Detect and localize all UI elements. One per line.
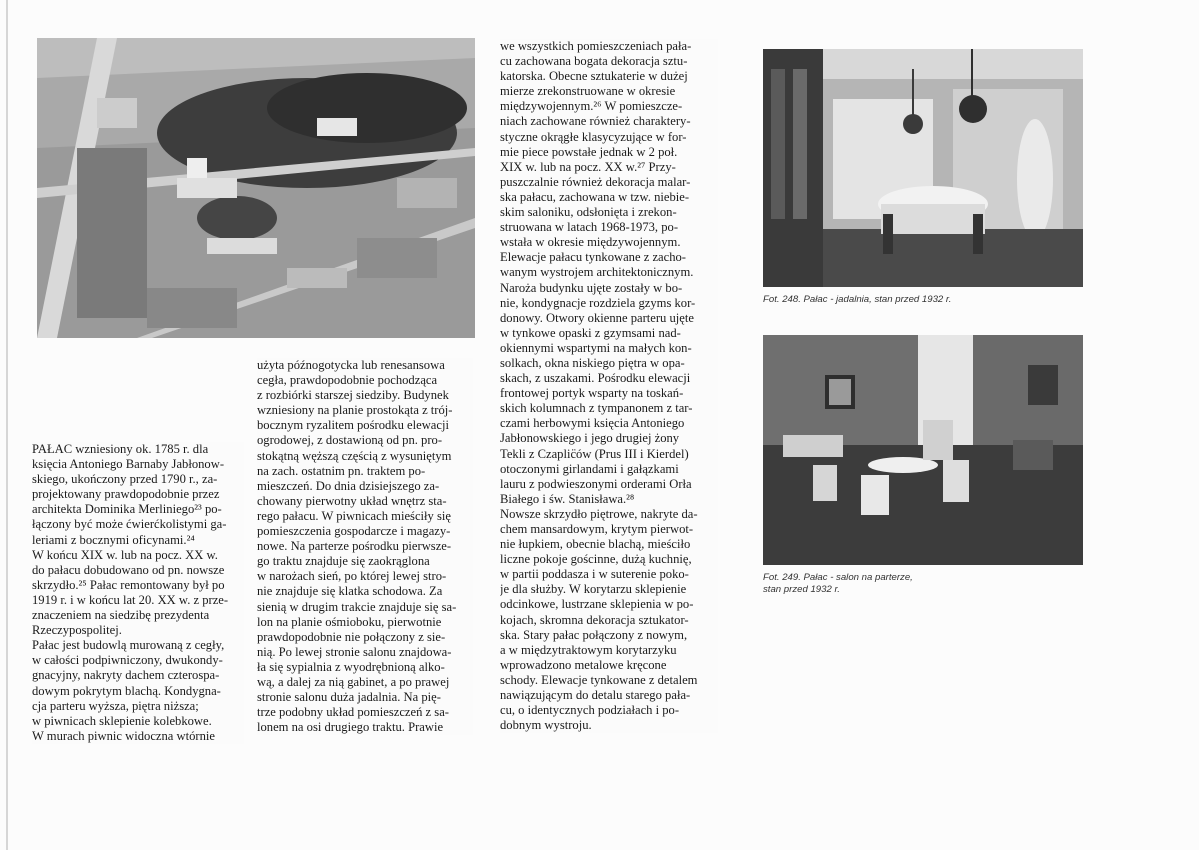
text-line: skrzydło.²⁵ Pałac remontowany był po — [32, 577, 225, 592]
text-line: solkach, okna niskiego piętra w opa- — [500, 355, 685, 370]
text-line: do pałacu dobudowano od pn. nowsze — [32, 562, 225, 577]
text-line: księcia Antoniego Barnaby Jabłonow- — [32, 457, 225, 472]
text-line: architekta Dominika Merliniego²³ po- — [32, 502, 222, 517]
column-2-lines — [257, 358, 473, 735]
text-line: Tekli z Czaplic̈ów (Prus III i Kierdel) — [500, 446, 689, 461]
text-line: w piwnicach sklepienie kolebkowe. — [32, 713, 212, 728]
text-line: gnacyjny, nakryty dachem czterospa- — [32, 668, 220, 683]
text-line: czami herbowymi księcia Antoniego — [500, 416, 685, 431]
text-line: na zach. ostatnim pn. traktem po- — [257, 463, 426, 478]
text-line: ogrodowej, z dostawioną od pn. pro- — [257, 433, 443, 448]
text-line: cu zachowana bogata dekoracja sztu- — [500, 54, 688, 69]
text-line: z rozbiórki starszej siedziby. Budynek — [257, 388, 449, 403]
text-line: XIX w. lub na pocz. XX w.²⁷ Przy- — [500, 159, 676, 174]
text-line: użyta późnogotycka lub renesansowa — [257, 358, 445, 372]
text-line: puszczalnie również dekoracja malar- — [500, 174, 691, 189]
text-line: dobnym wystroju. — [500, 718, 592, 733]
text-line: międzywojennym.²⁶ W pomieszcze- — [500, 99, 683, 114]
text-line: frontowej portyk wsparty na toskań- — [500, 386, 684, 401]
text-line: kojach, skromna dekoracja sztukator- — [500, 612, 689, 627]
text-line: lon na planie ośmioboku, pierwotnie — [257, 614, 442, 629]
text-line: w tynkowe opaski z gzymsami nad- — [500, 325, 681, 340]
text-line: mieszczeń. Do dnia dzisiejszego za- — [257, 478, 440, 493]
text-line: w narożach sień, po której lewej stro- — [257, 569, 447, 584]
text-line: W murach piwnic widoczna wtórnie — [32, 728, 216, 743]
dining-room-photo — [763, 49, 1083, 287]
page-edge — [6, 0, 8, 850]
text-line: Nowsze skrzydło piętrowe, nakryte da- — [500, 506, 698, 521]
text-line: stronie salonu duża jadalnia. Na pię- — [257, 690, 441, 705]
text-line: chowany pierwotny układ wnętrz sta- — [257, 493, 447, 508]
aerial-town-photo — [37, 38, 475, 338]
column-3-lines — [500, 39, 718, 733]
text-line: Białego i św. Stanisława.²⁸ — [500, 491, 635, 506]
text-line: je dla służby. W korytarzu sklepienie — [500, 582, 687, 597]
text-line: Elewacje pałacu tynkowane z zacho- — [500, 250, 687, 265]
text-line: skach, z uszakami. Pośrodku elewacji — [500, 371, 691, 386]
text-line: katorska. Obecne sztukaterie w dużej — [500, 69, 688, 84]
text-line: sienią w drugim trakcie znajduje się sa- — [257, 599, 457, 614]
text-line: dowym pokrytym blachą. Kondygna- — [32, 683, 221, 698]
text-line: a w międzytraktowym korytarzyku — [500, 642, 677, 657]
text-line: stokątną węższą częścią z wysuniętym — [257, 448, 452, 463]
text-line: go traktu znajduje się zaokrąglona — [257, 554, 430, 569]
text-line: mierze zrekonstruowane w okresie — [500, 84, 676, 99]
text-line: 1919 r. i w końcu lat 20. XX w. z prze- — [32, 592, 229, 607]
text-line: wprowadzono metalowe kręcone — [500, 657, 667, 672]
text-line: donowy. Otwory okienne parteru ujęte — [500, 310, 694, 325]
text-line: łączony być może ćwierćkolistymi ga- — [32, 517, 227, 532]
salon-photo — [763, 335, 1083, 565]
text-line: cu, o identycznych podziałach i po- — [500, 703, 680, 718]
text-line: we wszystkich pomieszczeniach pała- — [500, 39, 692, 53]
text-line: nowe. Na parterze pośrodku pierwsze- — [257, 539, 452, 554]
text-line: ska pałacu, zachowana w tzw. niebie- — [500, 189, 690, 204]
text-line: lauru z podwieszonymi orderami Orła — [500, 476, 692, 491]
text-line: rego pałacu. W piwnicach mieściły się — [257, 508, 451, 523]
text-line: w całości podpiwniczony, dwukondy- — [32, 653, 223, 668]
text-line: wanym wystrojem architektonicznym. — [500, 265, 694, 280]
text-line: Naroża budynku ujęte zostały w bo- — [500, 280, 683, 295]
text-column-2 — [257, 358, 473, 735]
text-line: trze podobny układ pomieszczeń z sa- — [257, 705, 449, 720]
text-line: Jabłonowskiego i jego drugiej żony — [500, 431, 680, 446]
text-line: bocznym ryzalitem pośrodku elewacji — [257, 418, 449, 433]
text-line: prawdopodobnie nie połączony z sie- — [257, 629, 446, 644]
text-line: skim saloniku, odsłonięta i zrekon- — [500, 205, 677, 220]
text-line: okiennymi wspartymi na małych kon- — [500, 340, 692, 355]
salon-photo-art — [763, 335, 1083, 565]
text-line: PAŁAC wzniesiony ok. 1785 r. dla — [32, 442, 209, 456]
text-line: cja parteru wyższa, piętra niższa; — [32, 698, 199, 713]
text-line: Rzeczypospolitej. — [32, 623, 122, 638]
text-line: niach zachowane również charaktery- — [500, 114, 691, 129]
text-column-1 — [32, 442, 244, 744]
text-line: Pałac jest budowlą murowaną z cegły, — [32, 638, 225, 653]
text-line: ła się sypialnia z wyodrębnioną alko- — [257, 659, 445, 674]
text-line: pomieszczenia gospodarcze i magazy- — [257, 524, 451, 539]
text-line: nią. Po lewej stronie salonu znajdowa- — [257, 644, 452, 659]
text-line: nie łupkiem, obecnie blachą, mieściło — [500, 537, 691, 552]
text-line: odcinkowe, lustrzane sklepienia w po- — [500, 597, 694, 612]
text-line: schody. Elewacje tynkowane z detalem — [500, 672, 698, 687]
text-line: wą, a dalej za nią gabinet, a po prawej — [257, 674, 450, 689]
text-line: skich kolumnach z tympanonem z tar- — [500, 401, 693, 416]
text-line: ska. Stary pałac połączony z nowym, — [500, 627, 688, 642]
text-line: otoczonymi girlandami i gałązkami — [500, 461, 679, 476]
text-line: lonem na osi drugiego traktu. Prawie — [257, 720, 444, 735]
aerial-photo-art — [37, 38, 475, 338]
text-line: struowana w latach 1968-1973, po- — [500, 220, 679, 235]
text-line: znaczeniem na siedzibę prezydenta — [32, 608, 210, 623]
caption-fot-248: Fot. 248. Pałac - jadalnia, stan przed 1932 r. — [763, 294, 952, 305]
text-line: nie, kondygnacje rozdziela gzyms kor- — [500, 295, 696, 310]
caption-fot-249-line-1: Fot. 249. Pałac - salon na parterze, — [763, 572, 913, 583]
text-line: liczne pokoje gościnne, dużą kuchnię, — [500, 552, 692, 567]
text-line: w partii poddasza i w suterenie poko- — [500, 567, 689, 582]
text-column-3 — [500, 39, 718, 733]
text-line: chem mansardowym, krytym pierwot- — [500, 522, 694, 536]
caption-fot-249-line-2: stan przed 1932 r. — [763, 584, 840, 595]
text-line: wzniesiony na planie prostokąta z trój- — [257, 403, 453, 418]
column-1-lines — [32, 442, 244, 744]
text-line: cegła, prawdopodobnie pochodząca — [257, 373, 438, 388]
dining-photo-art — [763, 49, 1083, 287]
text-line: projektowany prawdopodobnie przez — [32, 487, 220, 502]
text-line: skiego, ukończony przed 1790 r., za- — [32, 472, 218, 487]
text-line: mie piece powstałe jednak w 2 poł. — [500, 144, 678, 159]
text-line: styczne okrągłe klasycyzujące w for- — [500, 129, 687, 144]
text-line: W końcu XIX w. lub na pocz. XX w. — [32, 547, 218, 562]
text-line: wstała w okresie międzywojennym. — [500, 235, 681, 250]
text-line: nie znajduje się klatka schodowa. Za — [257, 584, 443, 599]
text-line: leriami z bocznymi oficynami.²⁴ — [32, 532, 195, 547]
text-line: nawiązującym do detalu starego pała- — [500, 688, 691, 703]
